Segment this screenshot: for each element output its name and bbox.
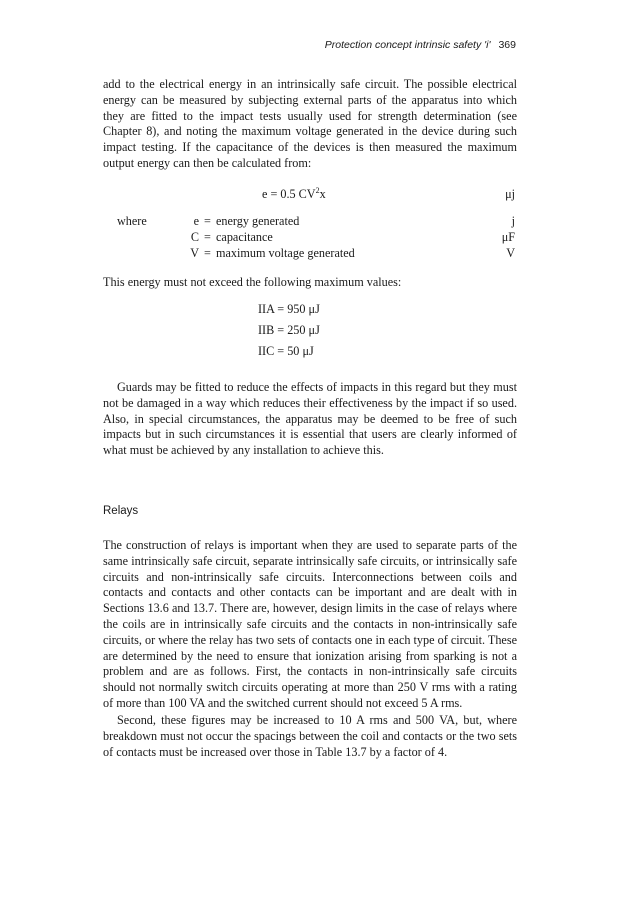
page-number: 369 (498, 39, 516, 51)
energy-limits-list (258, 302, 320, 365)
equals-sign: = (204, 230, 211, 244)
equation-exponent: 2 (315, 185, 320, 195)
relays-paragraph-2: Second, these figures may be increased to 10 A rms and 500 VA, but, where breakdown must not occur the spacings between the coil and contacts or the two sets of contacts must be increased over those in Table 13.7 by a factor of 4. (103, 713, 517, 759)
energy-equation (103, 187, 517, 203)
variable-unit: μF (501, 230, 515, 244)
variable-unit: V (506, 246, 515, 260)
equation-expression (262, 187, 326, 202)
intro-paragraph: add to the electrical energy in an intrinsically safe circuit. The possible electrical energy can be measured by subjecting external parts of the apparatus into which they are fitted to the impact tests usually used for strength determination (see Chapter 8), and noting the maximum voltage generated in the device during such impact testing. If the capacitance of the devices is then measured the maximum output energy can then be calculated from: (103, 77, 517, 170)
guards-paragraph: Guards may be fitted to reduce the effects of impacts in this regard but they must not be damaged in a way which reduces their effectiveness by the impact if so used. Also, in special circumstances, the apparatus may be deemed to be free of such impacts but in such circumstances it is essential that users are clearly informed of what must be achieved by any installation to achieve this. (103, 380, 517, 458)
variable-unit: j (511, 214, 515, 228)
variable-definitions (103, 214, 517, 262)
limit-intro-paragraph: This energy must not exceed the following maximum values: (103, 275, 402, 289)
equation-lhs: e = 0.5 CV (262, 187, 316, 201)
definition-row (103, 214, 517, 230)
section-heading-relays: Relays (103, 505, 139, 517)
variable-description: maximum voltage generated (216, 246, 355, 260)
limit-iic: IIC = 50 μJ (258, 344, 314, 358)
equals-sign: = (204, 214, 211, 228)
running-header (310, 39, 516, 51)
variable-symbol: V (190, 246, 199, 260)
where-label: where (117, 214, 147, 228)
equals-sign: = (204, 246, 211, 260)
variable-description: energy generated (216, 214, 300, 228)
relays-paragraph-1: The construction of relays is important when they are used to separate parts of the same intrinsically safe circuit, separate intrinsically safe circuits, or intrinsically safe circuits and non-intrinsically safe circuits. Interconnections between coils and contacts and contacts and other contacts can be important and are dealt with in Sections 13.6 and 13.7. There are, however, design limits in the case of relays where the coils are in intrinsically safe circuits and the contacts in non-intrinsically safe circuits, or where the relay has two sets of contacts one in each type of circuit. These are determined by the need to ensure that ionization arising from sparking is not a problem and are as follows. First, the contacts in non-intrinsically safe circuits should not normally switch circuits operating at more than 250 V rms with a rating of more than 100 VA and the switched current should not exceed 5 A rms. (103, 538, 517, 710)
equation-unit: μj (505, 187, 515, 201)
variable-symbol: e (193, 214, 199, 228)
definition-row (103, 230, 517, 246)
limit-iia: IIA = 950 μJ (258, 302, 320, 316)
definition-row (103, 246, 517, 262)
running-title: Protection concept intrinsic safety 'i' (324, 39, 491, 51)
variable-description: capacitance (216, 230, 273, 244)
equation-tail: x (319, 187, 326, 201)
limit-iib: IIB = 250 μJ (258, 323, 320, 337)
variable-symbol: C (190, 230, 199, 244)
